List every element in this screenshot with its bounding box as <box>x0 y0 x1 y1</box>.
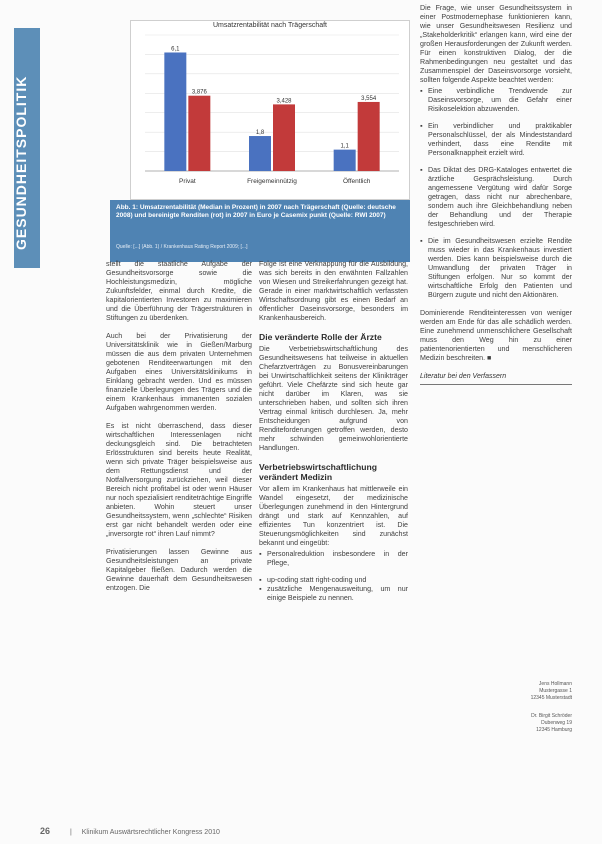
bullet-icon: ▪ <box>259 576 262 584</box>
paragraph: Die Verbetriebswirtschaftlichung des Gesundheitswesens hat teilweise in aktuellen Chefarztverträgen zu Bonusvereinbarungen bei Unwirtschaftlichkeit seitens der Klinikträger geführt. Viele Chefärzte sind sich heute gar nicht darüber im Klaren, was sie unterschrieben haben, und sollten sich ihren Vertrag einmal kritisch durchlesen. Ja, mehr Entscheidungen aufgrund von Renditeforderungen getroffen werden, desto mehr schwinden gemeinwohlorientierte Handlungen. <box>259 345 408 452</box>
bullet-icon: ▪ <box>420 237 423 245</box>
bar-blue <box>164 52 186 171</box>
caption-source: Quelle: [...] (Abb. 1) / Krankenhaus Rating Report 2009; [...] <box>116 244 248 250</box>
list-item: ▪ Ein verbindlicher und praktikabler Personalschlüssel, der als Mindeststandard verhindert, dass eine Rendite mit Personalknappheit erzielt wird. <box>420 122 572 157</box>
category-label: Privat <box>179 178 196 185</box>
paragraph: stellt die staatliche Aufgabe der Gesundheitsvorsorge sowie die Hochleistungsmedizin, mögliche Zukunftsfelder, einmal durch Kredite, die kapitalorientierten Investoren zu maximieren und die Überführung der Trägerstrukturen in Stiftungen zu überdenken. <box>106 260 252 322</box>
section-heading: Verbetriebswirtschaftlichung verändert Medizin <box>259 462 377 482</box>
journal-name: Klinikum Auswärtsrechtlicher Kongress 2010 <box>81 829 220 836</box>
bullet-icon: ▪ <box>420 166 423 174</box>
text-column-3 <box>420 4 572 385</box>
caption-text: Abb. 1: Umsatzrentabilität (Median in Prozent) in 2007 nach Trägerschaft (Quelle: deutsche 2008) und bereinigte Renditen (rot) in 2007 in Euro je Casemix punkt (Quelle: RWI 2007) <box>116 204 396 219</box>
section-heading: Die veränderte Rolle der Ärzte <box>259 332 382 342</box>
text-column-1 <box>106 260 252 602</box>
bar-red <box>273 104 295 171</box>
data-label: 3,554 <box>361 95 377 102</box>
data-label: 1,1 <box>340 143 349 150</box>
bar-blue <box>334 150 356 171</box>
list-item: ▪ up-coding statt right-coding und <box>259 576 367 584</box>
bullet-icon: ▪ <box>420 122 423 130</box>
bullet-list <box>259 550 408 603</box>
chart <box>130 20 410 200</box>
chart-title: Umsatzrentabilität nach Trägerschaft <box>213 22 327 29</box>
bullet-icon: ▪ <box>259 585 262 593</box>
list-item: ▪ Personalreduktion insbesondere in der Pflege, <box>259 550 408 567</box>
paragraph: Folge ist eine Verknappung für die Ausbildung, was sich bereits in den erwähnten Fallzahlen von Wiesen und Streikerfahrungen gezeigt hat. Gerade in einer marktwirtschaftlich verfassten Wirtschaftsordnung gibt es einen Bedarf an öffentlicher Daseinsvorsorge, besonders im Krankenhausbereich. <box>259 260 408 322</box>
list-item: ▪ zusätzliche Mengenausweitung, um nur einige Beispiele zu nennen. <box>259 585 408 602</box>
paragraph: Auch bei der Privatisierung der Universitätsklinik wie in Gießen/Marburg müssen die aus dem privaten Unternehmen gebotenen Renditeerwartungen mit den Aufgaben eines Universitätsklinikums in Einklang gebracht werden. Und es müssen finanzielle Überlegungen des Trägers und die einem Krankenhaus immanenten sozialen Aufgaben wahrgenommen werden. <box>106 332 252 412</box>
figure <box>100 8 410 256</box>
author-address: Jens Hollmann Mustergasse 1 12345 Musterstadt <box>530 681 572 701</box>
text-column-2 <box>259 260 408 612</box>
bar-red <box>188 96 210 171</box>
paragraph: Die Frage, wie unser Gesundheitssystem in einer Postmodernephase funktionieren kann, wie unser Gesundheitswesen Resilienz und „Stakeholderkritik“ erlangen kann, wird eine der großen Herausforderungen der Zukunft werden. Für einen konstruktiven Dialog, der die Rahmenbedingungen neu gestaltet und das Zusammenspiel der Daseinsvorsorge vorsieht, sollten folgende Aspekte beachtet werden: <box>420 4 572 84</box>
literature-note: Literatur bei den Verfassern <box>420 372 572 385</box>
figure-caption <box>110 200 410 262</box>
data-label: 6,1 <box>171 46 180 53</box>
author-address: Dr. Birgit Schröder Dubenweg 19 12345 Hamburg <box>531 713 572 733</box>
category-label: Freigemeinnützig <box>247 178 297 185</box>
paragraph: Vor allem im Krankenhaus hat mittlerweile ein Wandel eingesetzt, der medizinische Überlegungen zunehmend in den Hintergrund drängt und stark auf Kennzahlen, auf effizientes Tun konzentriert ist. Die Steuerungsmöglichkeiten sind zunächst bekannt und eingeübt: <box>259 485 408 547</box>
paragraph: Dominierende Renditeinteressen von weniger werden am Ende für das alle schädlich werden. Eine zunehmend unmenschlichere Gesellschaft muss den Weg hin zu einer patientenorientierten und menschlicheren Medizin beschreiten. ■ <box>420 309 572 362</box>
paragraph: Es ist nicht überraschend, dass dieser wirtschaftlichen Interessenlagen nicht deckungsgleich sind. Die betrachteten Erlösstrukturen sind bereits heute Realität, wenn sich private Träger beispielsweise aus dem Rettungsdienst und der Notfallversorgung zurückziehen, weil dieser Bereich nicht profitabel ist oder wenn Häuser nur noch spezialisiert renditeträchtige Eingriffe anbieten. Wohin steuert unser Gesundheitssystem, wenn „schlechte“ Risiken erst gar nicht behandelt werden oder eine „inversorgte rot“ ihren Lauf nimmt? <box>106 422 252 538</box>
data-label: 3,876 <box>191 89 207 96</box>
bullet-icon: ▪ <box>259 550 262 558</box>
section-title: GESUNDHEITSPOLITIK <box>13 75 29 250</box>
bar-red <box>358 102 380 171</box>
bar-blue <box>249 136 271 171</box>
category-label: Öffentlich <box>342 178 371 185</box>
list-item: ▪ Eine verbindliche Trendwende zur Daseinsvorsorge, um die Gefahr einer Risikoselektion abzuwenden. <box>420 87 572 113</box>
paragraph: Privatisierungen lassen Gewinne aus Gesundheitsleistungen an private Kapitalgeber fließen. Dadurch werden die Gewinne dauerhaft dem Gesundheitswesen entzogen. Die <box>106 548 252 592</box>
list-item: ▪ Das Diktat des DRG-Kataloges entwertet die ärztliche Gesprächsleistung. Durch angemessene Vergütung wird dafür Sorge getragen, dass nicht nur abrechenbare, sondern auch ihre Gleichbehandlung neben der Behandlung und der Therapie festgeschrieben wird. <box>420 166 572 228</box>
list-item: ▪ Die im Gesundheitswesen erzielte Rendite muss wieder in das Krankenhaus investiert werden. Dies kann beispielsweise durch die Umwandlung der privaten Träger in Stiftungen erfolgen. Nur so kommt der wirtschaftliche Erfolg den Patienten und Bürgern zugute und nicht den Aktionären. <box>420 237 572 299</box>
page-footer <box>40 826 220 836</box>
bullet-icon: ▪ <box>420 87 423 95</box>
data-label: 1,8 <box>255 130 265 137</box>
chart-svg <box>131 21 409 199</box>
end-mark-icon: ■ <box>487 354 492 362</box>
data-label: 3,428 <box>276 98 292 105</box>
bullet-list <box>420 87 572 300</box>
page-number: 26 <box>40 826 51 836</box>
footer-separator: | <box>69 829 72 836</box>
